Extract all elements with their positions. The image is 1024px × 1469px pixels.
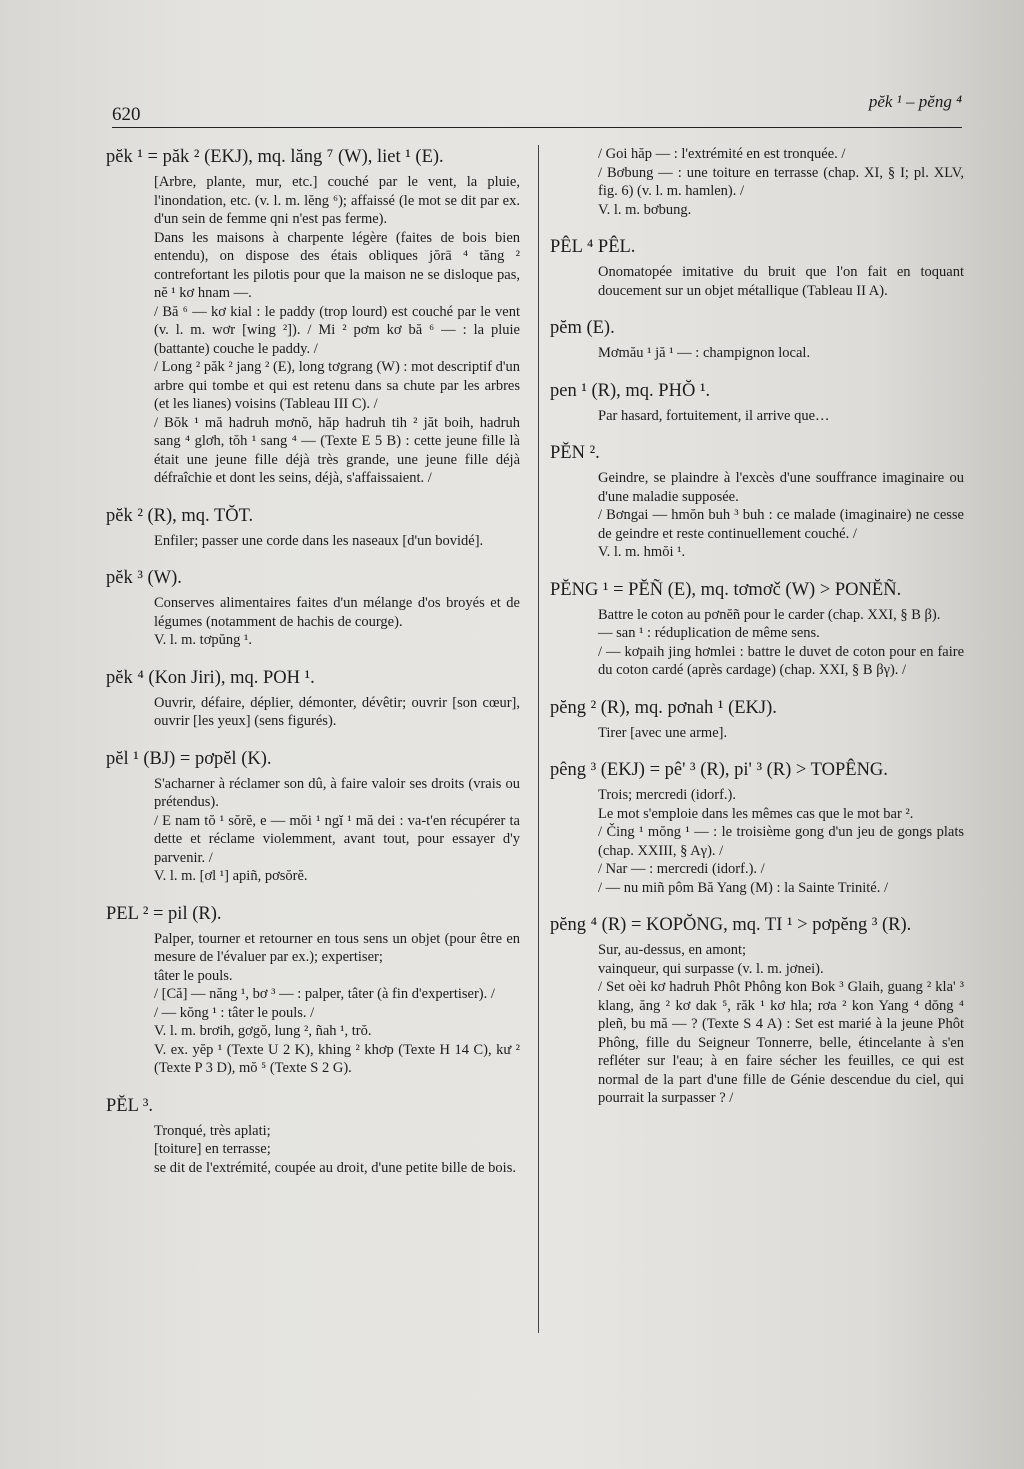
dictionary-entry [550,578,964,680]
entry-line: Conserves alimentaires faites d'un mélange d'os broyés et de légumes (notamment de hachis de courge). [154,595,520,630]
entry-headword: pĕng ⁴ (R) = KOPŎNG, mq. TI ¹ > pơpĕng ³ (R). [550,915,912,935]
entry-line: / — kơpaih jing hơmlei : battre le duvet de coton pour en faire du coton cardé (après cardage) (chap. XXI, § B βγ). / [598,643,964,678]
entry-body [598,263,964,300]
entry-line: / Bă ⁶ — kơ kial : le paddy (trop lourd) est couché par le vent (v. l. m. wơr [wing ²]). / Mi ² pơm kơ bă ⁶ — : la pluie (battante) couche le paddy. / [154,303,520,357]
entry-line: Ouvrir, défaire, déplier, démonter, dévêtir; ouvrir [son cœur], ouvrir [les yeux] (sens figurés). [154,694,520,729]
entry-line: / Nar — : mercredi (idorf.). / [598,861,765,877]
entry-line: V. l. m. brơih, gơgŏ, lung ², ñah ¹, trŏ. [154,1023,372,1039]
entry-body [154,930,520,1078]
entry-line: / — kŏng ¹ : tâter le pouls. / [154,1004,315,1021]
entry-line: V. l. m. [ơl ¹] apiñ, pơsŏrĕ. [154,868,308,884]
dictionary-entry [550,316,964,363]
entry-body [598,344,964,363]
page-number: 620 [112,104,141,125]
entry-headword: pĕng ² (R), mq. pơnah ¹ (EKJ). [550,697,777,718]
right-column [550,145,964,1124]
entry-headword: pĕk ² (R), mq. TŎT. [106,505,254,526]
entry-body [154,173,520,488]
dictionary-entry [550,235,964,300]
entry-headword: PĔN ². [550,443,600,463]
entry-headword: pĕl ¹ (BJ) = pơpĕl (K). [106,748,272,769]
entry-headword: pĕk ³ (W). [106,568,182,588]
entry-headword: pĕm (E). [550,318,615,338]
entry-line: / Čing ¹ mŏng ¹ — : le troisième gong d'un jeu de gongs plats (chap. XXIII, § Aγ). / [598,824,964,859]
page-header [112,92,962,128]
entry-headword: PÊL ⁴ PÊL. [550,237,636,257]
entry-line: Geindre, se plaindre à l'excès d'une souffrance imaginaire ou d'une maladie supposée. [598,470,964,505]
entry-headword: pĕk ¹ = păk ² (EKJ), mq. lăng ⁷ (W), liet ¹ (E). [106,147,444,167]
entry-body [598,724,964,743]
dictionary-entry [556,145,964,219]
dictionary-entry [550,441,964,562]
entry-headword: pĕk ⁴ (Kon Jiri), mq. POH ¹. [106,667,315,688]
dictionary-entry [106,504,520,551]
dictionary-entry [550,379,964,426]
entry-body [598,469,964,562]
dictionary-entry [106,1094,520,1178]
entry-headword: pen ¹ (R), mq. PHŎ ¹. [550,380,711,401]
dictionary-entry [106,566,520,650]
entry-body [598,145,964,219]
entry-line: — san ¹ : réduplication de même sens. [598,625,820,641]
entry-line: [toiture] en terrasse; [154,1141,271,1157]
entry-body [598,941,964,1108]
entry-line: se dit de l'extrémité, coupée au droit, d'une petite bille de bois. [154,1159,516,1176]
entry-headword: PĔL ³. [106,1095,153,1116]
dictionary-entry [550,696,964,743]
column-divider [538,145,539,1333]
entry-line: Trois; mercredi (idorf.). [598,787,736,803]
entry-headword: PEL ² = pil (R). [106,903,222,924]
entry-line: / E nam tŏ ¹ sŏrĕ, e — mŏi ¹ ngĭ ¹ mă dei : va-t'en récupérer ta dette et réclame violemment, avant tout, pour essayer d'y parvenir. / [154,812,520,866]
entry-body [154,1122,520,1178]
entry-line: / — nu miñ pôm Bă Yang (M) : la Sainte Trinité. / [598,879,889,896]
entry-line: / Bơngai — hmŏn buh ³ buh : ce malade (imaginaire) ne cesse de geindre et reste continuellement couché. / [598,507,964,542]
entry-line: Tronqué, très aplati; [154,1122,271,1139]
entry-line: tâter le pouls. [154,967,233,984]
entry-line: Palper, tourner et retourner en tous sens un objet (pour être en mesure de l'évaluer par ex.); expertiser; [154,930,520,965]
entry-body [154,594,520,650]
entry-line: Enfiler; passer une corde dans les naseaux [d'un bovidé]. [154,532,484,549]
entry-body [598,606,964,680]
entry-line: / Bŏk ¹ mă hadruh mơnŏ, hăp hadruh tih ² jăt boih, hadruh sang ⁴ glơh, tŏh ¹ sang ⁴ — (Texte E 5 B) : cette jeune fille là était une jeune fille déjà très grande, une jeune fille déjà défraîchie et dont les seins, déjà, s'affaissaient. / [154,414,520,486]
entry-line: Battre le coton au pơnĕñ pour le carder (chap. XXI, § B β). [598,606,941,623]
dictionary-entry [550,913,964,1108]
entry-headword: PĔNG ¹ = PĔÑ (E), mq. tơmơč (W) > PONĔÑ. [550,579,902,600]
entry-line: Le mot s'emploie dans les mêmes cas que le mot bar ². [598,805,914,822]
entry-body [154,532,520,551]
left-column [106,145,521,1193]
entry-line: V. ex. yĕp ¹ (Texte U 2 K), khing ² khơp (Texte H 14 C), kư ² (Texte P 3 D), mŏ ⁵ (Texte S 2 G). [154,1041,520,1076]
entry-line: Mơmău ¹ jă ¹ — : champignon local. [598,345,811,361]
entry-line: Dans les maisons à charpente légère (faites de bois bien entendu), on dispose des étais obliques jŏrā ⁴ tăng ² contrefortant les pilotis pour que la maison ne se disloque pas, nĕ ¹ kơ hnam —. [154,229,520,301]
running-head: pĕk ¹ – pĕng ⁴ [868,92,962,111]
dictionary-entry [106,145,521,488]
dictionary-entry [550,758,964,897]
entry-line: Par hasard, fortuitement, il arrive que… [598,407,830,424]
header-rule [112,127,962,128]
entry-line: Tirer [avec une arme]. [598,724,728,741]
entry-line: [Arbre, plante, mur, etc.] couché par le vent, la pluie, l'inondation, etc. (v. l. m. lĕng ⁶); affaissé (le mot se dit par ex. d'un sein de femme qni n'est pas ferme). [154,174,520,227]
entry-body [154,775,520,886]
dictionary-entry [106,747,520,886]
entry-line: S'acharner à réclamer son dû, à faire valoir ses droits (vrais ou prétendus). [154,775,520,810]
entry-line: V. l. m. tơpŭng ¹. [154,632,252,648]
entry-body [598,407,964,426]
dictionary-entry [106,902,520,1078]
dictionary-entry [106,666,520,731]
entry-line: / Long ² păk ² jang ² (E), long tơgrang (W) : mot descriptif d'un arbre qui tombe et qui est retenu dans sa chute par les arbres (et les lianes) voisins (Tableau III C). / [154,359,521,412]
entry-line: vainqueur, qui surpasse (v. l. m. jơnei). [598,960,824,977]
entry-line: / Set oèi kơ hadruh Phôt Phông kon Bok ³ Glaih, guang ² kla' ³ klang, ăng ² kơ dak ⁵, răk ¹ kơ hla; rơa ² kon Yang ⁴ dŏng ⁴ pleñ, bu mă — ? (Texte S 4 A) : Set est marié à la jeune Phôt Phông, fille du Seigneur Tonnerre, belle, étincelante à s'en refléter sur l'eau; à en faire sécher les feuilles, ce qui est normal de la part d'une fille de Génie descendue du ciel, qui pourrait la surpasser ? / [598,979,964,1106]
entry-line: Onomatopée imitative du bruit que l'on fait en toquant doucement sur un objet métallique (Tableau II A). [598,264,964,299]
entry-headword: pêng ³ (EKJ) = pê' ³ (R), pi' ³ (R) > TOPÊNG. [550,760,888,780]
entry-line: Sur, au-dessus, en amont; [598,942,747,958]
entry-line: / Bơbung — : une toiture en terrasse (chap. XI, § I; pl. XLV, fig. 6) (v. l. m. hamlen). / [598,164,964,199]
entry-body [598,786,964,897]
entry-line: V. l. m. bơbung. [598,201,692,218]
entry-line: / Goi hăp — : l'extrémité en est tronquée. / [598,146,846,162]
entry-body [154,694,520,731]
entry-line: V. l. m. hmŏi ¹. [598,544,686,560]
entry-line: / [Că] — năng ¹, bơ ³ — : palper, tâter (à fin d'expertiser). / [154,986,495,1002]
